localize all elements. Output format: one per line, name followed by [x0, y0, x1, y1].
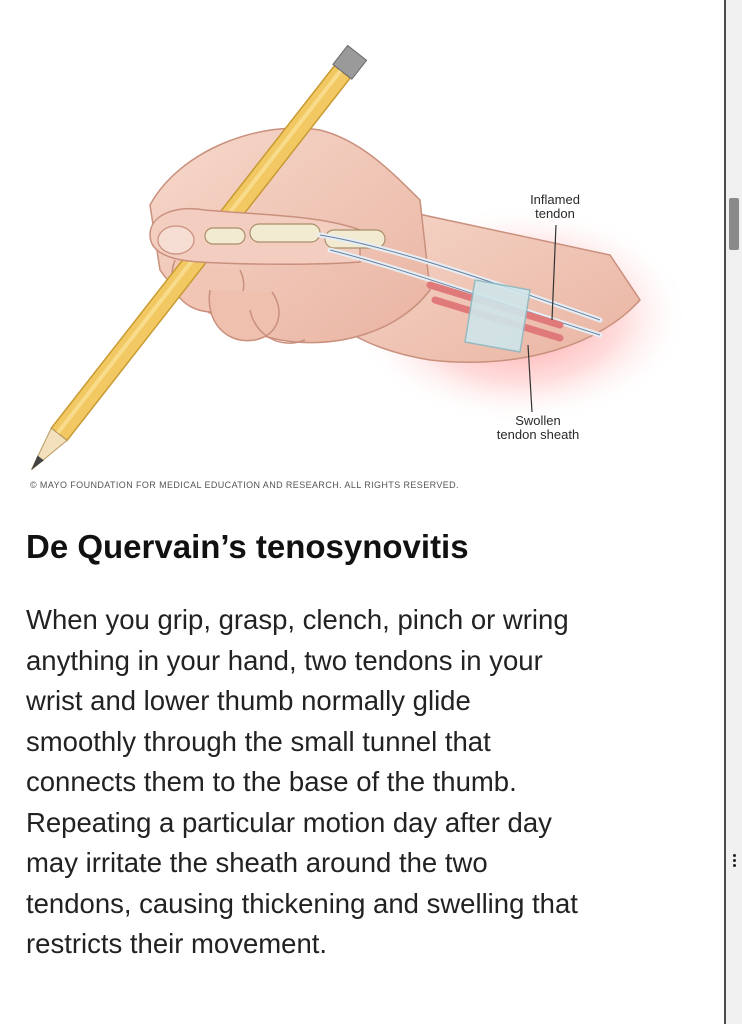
hand-wrist-illustration: [0, 0, 726, 475]
anatomy-illustration-svg: [0, 0, 726, 475]
scrollbar-thumb[interactable]: [729, 198, 739, 250]
label-inflamed-line2: tendon: [535, 206, 575, 221]
label-inflamed-line1: Inflamed: [530, 192, 580, 207]
body-line: smoothly through the small tunnel that: [26, 725, 491, 757]
thumbnail: [158, 226, 194, 254]
label-inflamed-tendon: [510, 193, 600, 221]
finger-middle: [209, 290, 279, 341]
label-swollen-sheath: [478, 414, 598, 442]
body-line: anything in your hand, two tendons in your: [26, 644, 543, 676]
copyright-notice: © MAYO FOUNDATION FOR MEDICAL EDUCATION AND RESEARCH. ALL RIGHTS RESERVED.: [30, 480, 459, 490]
label-swollen-line1: Swollen: [515, 413, 561, 428]
body-line: wrist and lower thumb normally glide: [26, 685, 471, 716]
side-scroll-strip: [724, 0, 742, 1024]
body-line: restricts their movement.: [26, 928, 328, 959]
body-line: tendons, causing thickening and swelling that: [26, 887, 578, 919]
article-body: [26, 600, 716, 965]
article-title: De Quervain’s tenosynovitis: [26, 528, 469, 565]
label-swollen-line2: tendon sheath: [496, 427, 580, 442]
body-line: may irritate the sheath around the two: [26, 847, 488, 878]
body-line: connects them to the base of the thumb.: [26, 766, 517, 797]
body-line: When you grip, grasp, clench, pinch or wring: [26, 604, 569, 635]
body-line: Repeating a particular motion day after day: [26, 806, 552, 838]
tendon-sheath-band: [465, 280, 530, 352]
more-options-icon[interactable]: [731, 852, 737, 872]
